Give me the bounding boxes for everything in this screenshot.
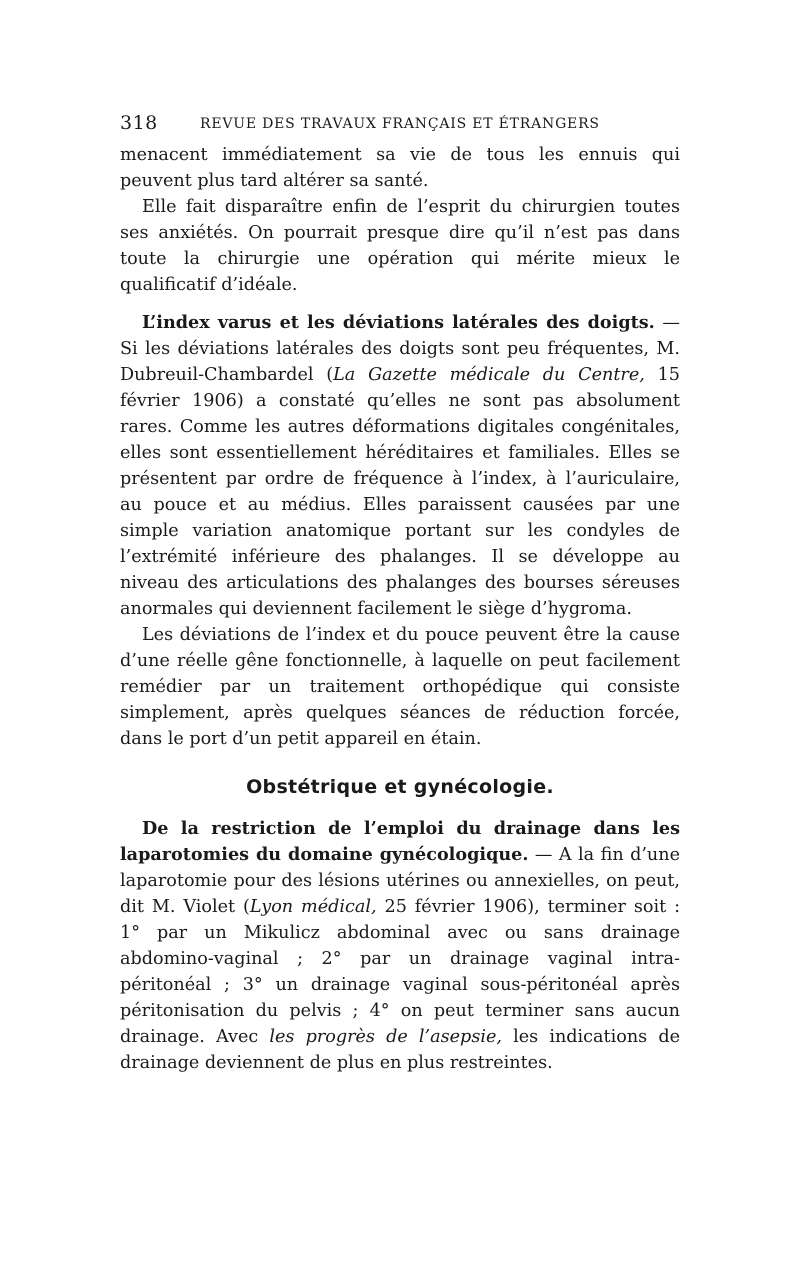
article-text: les indications de drainage deviennent de plus en plus restreintes. xyxy=(120,1027,680,1073)
page xyxy=(120,112,680,1076)
article-source: Lyon médical, xyxy=(249,897,377,917)
article-drainage xyxy=(120,816,680,1076)
page-number: 318 xyxy=(120,112,158,134)
spacer xyxy=(120,298,680,310)
article-title: De la restriction de l’emploi du drainage dans les laparotomies du domaine gynécologique. xyxy=(120,818,680,865)
paragraph-deviations: Les déviations de l’index et du pouce peuvent être la cause d’une réelle gêne fonctionnelle, à laquelle on peut facilement remédier par un traitement orthopédique qui consiste simplement, après quelques séances de réduction forcée, dans le port d’un petit appareil en étain. xyxy=(120,625,680,749)
article-text: — Si les déviations latérales des doigts sont peu fréquentes, M. Dubreuil-Chambardel ( xyxy=(120,313,680,385)
paragraph-continuation: menacent immédiatement sa vie de tous les ennuis qui peuvent plus tard altérer sa santé. xyxy=(120,145,680,191)
article-index-varus xyxy=(120,310,680,622)
article-source: La Gazette médicale du Centre, xyxy=(333,365,645,385)
section-heading: Obstétrique et gynécologie. xyxy=(246,776,554,798)
article-title: L’index varus et les déviations latérales des doigts. xyxy=(142,312,655,333)
article-text: 25 février 1906), terminer soit : 1° par un Mikulicz abdominal avec ou sans drainage abdomino-vaginal ; 2° par un drainage vaginal intra-péritonéal ; 3° un drainage vaginal sous-péritonéal après péritonisation du pelvis ; 4° on peut terminer sans aucun drainage. Avec xyxy=(120,897,680,1047)
running-head: REVUE DES TRAVAUX FRANÇAIS ET ÉTRANGERS xyxy=(200,116,600,132)
spacer xyxy=(120,802,680,816)
spacer xyxy=(120,752,680,772)
article-italic-phrase: les progrès de l’asepsie, xyxy=(269,1027,502,1047)
article-text: — A la fin d’une laparotomie pour des lésions utérines ou annexielles, on peut, dit M. Violet ( xyxy=(120,845,681,917)
article-text: 15 février 1906) a constaté qu’elles ne sont pas absolument rares. Comme les autres déformations digitales congénitales, elles sont essentiellement héréditaires et familiales. Elles se présentent par ordre de fréquence à l’index, à l’auriculaire, au pouce et au médius. Elles paraissent causées par une simple variation anatomique portant sur les condyles de l’extrémité inférieure des phalanges. Il se développe au niveau des articulations des phalanges des bourses séreuses anormales qui deviennent facilement le siège d’hygroma. xyxy=(120,365,680,619)
paragraph-anxieties: Elle fait disparaître enfin de l’esprit du chirurgien toutes ses anxiétés. On pourrait presque dire qu’il n’est pas dans toute la chirurgie une opération qui mérite mieux le qualificatif d’idéale. xyxy=(120,197,680,295)
page-header xyxy=(120,112,680,142)
